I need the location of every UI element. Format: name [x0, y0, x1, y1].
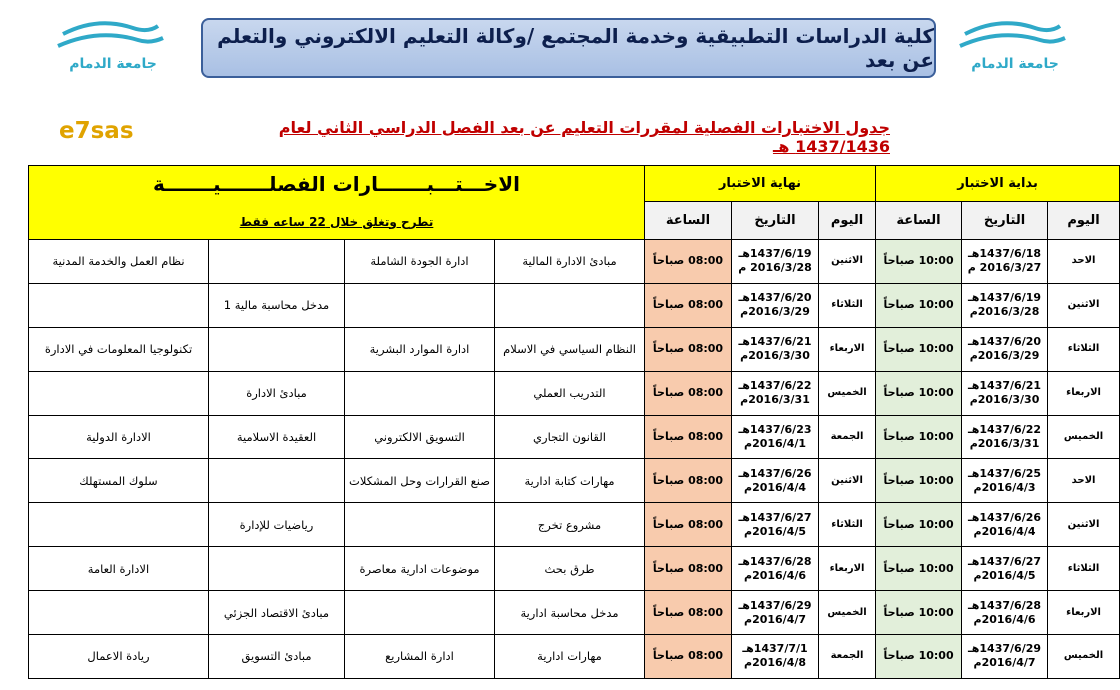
exam-subject-2: [345, 591, 495, 635]
exam-subject-2: ادارة الموارد البشرية: [345, 327, 495, 371]
col-end-day: اليوم: [819, 202, 876, 240]
exam-subject-2: [345, 503, 495, 547]
end-date-cell: 1437/6/28هـ 2016/4/6م: [732, 547, 819, 591]
exam-subject-2: [345, 283, 495, 327]
start-time-cell: 10:00 صباحاً: [876, 503, 962, 547]
table-row: [29, 591, 1120, 635]
start-day-cell: الاربعاء: [1048, 371, 1120, 415]
exam-subject-1: مهارات كتابة ادارية: [495, 459, 645, 503]
end-day-cell: الثلاثاء: [819, 503, 876, 547]
col-start-time: الساعة: [876, 202, 962, 240]
col-start-day: اليوم: [1048, 202, 1120, 240]
end-date-cell: 1437/6/26هـ 2016/4/4م: [732, 459, 819, 503]
start-exam-header: بداية الاختبار: [876, 166, 1120, 202]
start-date-cell: 1437/6/26هـ 2016/4/4م: [962, 503, 1048, 547]
university-logo-right: [940, 14, 1090, 76]
end-time-cell: 08:00 صباحاً: [645, 459, 732, 503]
exam-subject-4: [29, 591, 209, 635]
university-logo-left: [38, 14, 188, 76]
start-day-cell: الاحد: [1048, 240, 1120, 284]
brand-watermark: e7sas: [59, 118, 134, 144]
start-date-cell: 1437/6/25هـ 2016/4/3م: [962, 459, 1048, 503]
start-time-cell: 10:00 صباحاً: [876, 327, 962, 371]
end-date-cell: 1437/7/1هـ 2016/4/8م: [732, 635, 819, 679]
start-date-cell: 1437/6/22هـ 2016/3/31م: [962, 415, 1048, 459]
exam-subject-1: مشروع تخرج: [495, 503, 645, 547]
end-time-cell: 08:00 صباحاً: [645, 635, 732, 679]
logo-text: جامعة الدمام: [971, 56, 1059, 72]
exam-subject-4: تكنولوجيا المعلومات في الادارة: [29, 327, 209, 371]
start-day-cell: الخميس: [1048, 635, 1120, 679]
exam-subject-1: طرق بحث: [495, 547, 645, 591]
end-time-cell: 08:00 صباحاً: [645, 371, 732, 415]
end-date-cell: 1437/6/22هـ 2016/3/31م: [732, 371, 819, 415]
table-row: [29, 547, 1120, 591]
end-time-cell: 08:00 صباحاً: [645, 327, 732, 371]
start-date-cell: 1437/6/29هـ 2016/4/7م: [962, 635, 1048, 679]
table-row: [29, 240, 1120, 284]
end-date-cell: 1437/6/23هـ 2016/4/1م: [732, 415, 819, 459]
end-day-cell: الاربعاء: [819, 547, 876, 591]
end-date-cell: 1437/6/20هـ 2016/3/29م: [732, 283, 819, 327]
exam-subject-1: مبادئ الادارة المالية: [495, 240, 645, 284]
exam-schedule-table: [28, 165, 1120, 679]
table-row: [29, 283, 1120, 327]
exam-subject-1: التدريب العملي: [495, 371, 645, 415]
start-day-cell: الثلاثاء: [1048, 547, 1120, 591]
start-date-cell: 1437/6/19هـ 2016/3/28م: [962, 283, 1048, 327]
exam-subject-4: [29, 503, 209, 547]
start-time-cell: 10:00 صباحاً: [876, 459, 962, 503]
exam-subject-2: ادارة الجودة الشاملة: [345, 240, 495, 284]
exam-subject-4: ريادة الاعمال: [29, 635, 209, 679]
exam-subject-3: مدخل محاسبة مالية 1: [209, 283, 345, 327]
table-row: [29, 503, 1120, 547]
col-start-date: التاريخ: [962, 202, 1048, 240]
start-date-cell: 1437/6/28هـ 2016/4/6م: [962, 591, 1048, 635]
table-row: [29, 459, 1120, 503]
exam-subject-2: موضوعات ادارية معاصرة: [345, 547, 495, 591]
exam-subject-3: [209, 327, 345, 371]
exam-subject-1: مهارات ادارية: [495, 635, 645, 679]
start-date-cell: 1437/6/20هـ 2016/3/29م: [962, 327, 1048, 371]
start-time-cell: 10:00 صباحاً: [876, 635, 962, 679]
start-day-cell: الاربعاء: [1048, 591, 1120, 635]
exam-subject-1: مدخل محاسبة ادارية: [495, 591, 645, 635]
exam-subject-4: الادارة الدولية: [29, 415, 209, 459]
end-date-cell: 1437/6/27هـ 2016/4/5م: [732, 503, 819, 547]
start-day-cell: الخميس: [1048, 415, 1120, 459]
exam-subject-3: مبادئ الاقتصاد الجزئي: [209, 591, 345, 635]
end-exam-header: نهاية الاختبار: [645, 166, 876, 202]
table-row: [29, 415, 1120, 459]
start-time-cell: 10:00 صباحاً: [876, 591, 962, 635]
end-time-cell: 08:00 صباحاً: [645, 415, 732, 459]
schedule-title: جدول الاختبارات الفصلية لمقررات التعليم عن بعد الفصل الدراسي الثاني لعام 1437/1436 هـ: [278, 118, 890, 156]
start-day-cell: الثلاثاء: [1048, 327, 1120, 371]
exam-subject-3: [209, 547, 345, 591]
start-time-cell: 10:00 صباحاً: [876, 547, 962, 591]
end-time-cell: 08:00 صباحاً: [645, 503, 732, 547]
exam-subject-1: [495, 283, 645, 327]
exam-subject-4: [29, 371, 209, 415]
logo-text: جامعة الدمام: [69, 56, 157, 72]
exam-subject-1: النظام السياسي في الاسلام: [495, 327, 645, 371]
end-day-cell: الجمعة: [819, 415, 876, 459]
start-time-cell: 10:00 صباحاً: [876, 415, 962, 459]
table-row: [29, 635, 1120, 679]
periodic-exams-title: الاخـــتـــبـــــــارات الفصلـــــــيـــــــة: [153, 171, 520, 196]
exam-subject-2: التسويق الالكتروني: [345, 415, 495, 459]
start-date-cell: 1437/6/27هـ 2016/4/5م: [962, 547, 1048, 591]
exam-subject-3: مبادئ الادارة: [209, 371, 345, 415]
start-date-cell: 1437/6/21هـ 2016/3/30م: [962, 371, 1048, 415]
exam-subject-4: نظام العمل والخدمة المدنية: [29, 240, 209, 284]
exam-subject-3: مبادئ التسويق: [209, 635, 345, 679]
exam-subject-3: [209, 240, 345, 284]
table-row: [29, 327, 1120, 371]
exam-subject-4: سلوك المستهلك: [29, 459, 209, 503]
col-end-date: التاريخ: [732, 202, 819, 240]
exam-subject-2: ادارة المشاريع: [345, 635, 495, 679]
end-day-cell: الخميس: [819, 591, 876, 635]
exam-subject-3: رياضيات للإدارة: [209, 503, 345, 547]
end-date-cell: 1437/6/21هـ 2016/3/30م: [732, 327, 819, 371]
start-day-cell: الاثنين: [1048, 283, 1120, 327]
start-time-cell: 10:00 صباحاً: [876, 283, 962, 327]
end-day-cell: الخميس: [819, 371, 876, 415]
end-time-cell: 08:00 صباحاً: [645, 547, 732, 591]
end-time-cell: 08:00 صباحاً: [645, 240, 732, 284]
college-banner: كلية الدراسات التطبيقية وخدمة المجتمع /وكالة التعليم الالكتروني والتعلم عن بعد: [201, 18, 936, 78]
end-day-cell: الاربعاء: [819, 327, 876, 371]
exam-subject-3: العقيدة الاسلامية: [209, 415, 345, 459]
exam-subject-3: [209, 459, 345, 503]
start-time-cell: 10:00 صباحاً: [876, 371, 962, 415]
exam-subject-4: الادارة العامة: [29, 547, 209, 591]
end-day-cell: الاثنين: [819, 240, 876, 284]
start-time-cell: 10:00 صباحاً: [876, 240, 962, 284]
start-date-cell: 1437/6/18هـ 2016/3/27 م: [962, 240, 1048, 284]
end-day-cell: الجمعة: [819, 635, 876, 679]
end-time-cell: 08:00 صباحاً: [645, 591, 732, 635]
exam-subject-4: [29, 283, 209, 327]
start-day-cell: الاثنين: [1048, 503, 1120, 547]
col-end-time: الساعة: [645, 202, 732, 240]
end-date-cell: 1437/6/29هـ 2016/4/7م: [732, 591, 819, 635]
end-day-cell: الثلاثاء: [819, 283, 876, 327]
exam-subject-1: القانون التجاري: [495, 415, 645, 459]
exams-duration-note: تطرح وتغلق خلال 22 ساعه فقط: [239, 214, 434, 229]
periodic-exams-header: [29, 166, 645, 240]
exam-subject-2: [345, 371, 495, 415]
table-row: [29, 371, 1120, 415]
exam-subject-2: صنع القرارات وحل المشكلات: [345, 459, 495, 503]
end-day-cell: الاثنين: [819, 459, 876, 503]
end-time-cell: 08:00 صباحاً: [645, 283, 732, 327]
start-day-cell: الاحد: [1048, 459, 1120, 503]
end-date-cell: 1437/6/19هـ 2016/3/28 م: [732, 240, 819, 284]
